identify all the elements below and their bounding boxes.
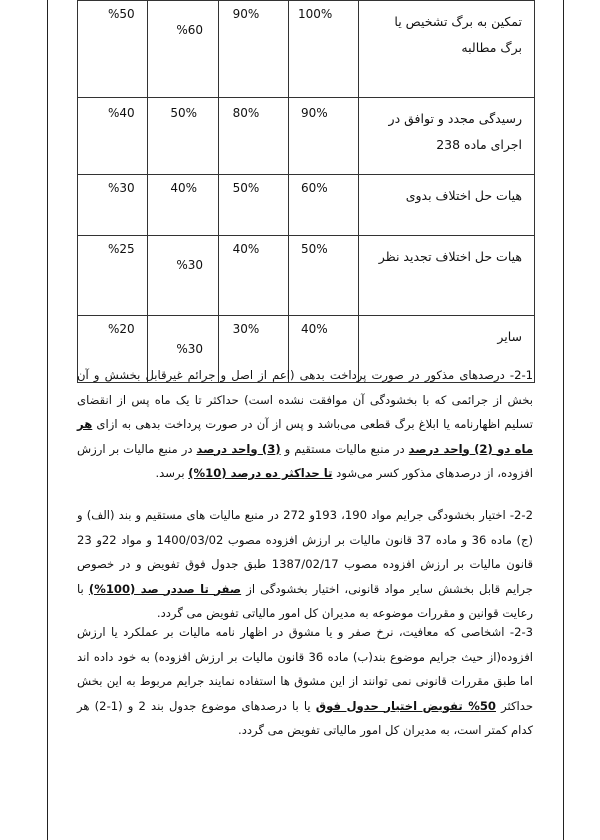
cell: 100% <box>288 1 358 98</box>
cell: 50% <box>148 98 218 175</box>
table-row <box>78 98 535 175</box>
cell: 40% <box>148 175 218 236</box>
row-label: تمکین به برگ تشخیص یا برگ مطالبه <box>359 1 535 98</box>
cell: 50% <box>288 236 358 316</box>
cell: %60 <box>148 1 218 98</box>
emphasis: تا حداکثر ده درصد (10%) <box>188 466 333 480</box>
cell: %30 <box>148 316 218 383</box>
row-label: سایر <box>359 316 535 383</box>
emphasis: (3) واحد درصد <box>196 441 281 456</box>
cell: 50% <box>218 175 288 236</box>
table-row <box>78 236 535 316</box>
cell: 80% <box>218 98 288 175</box>
section-2-3: 2-3- اشخاصی که معافیت، نرخ صفر و یا مشوق در اظهار نامه مالیات بر عملکرد یا ارزش افزوده(از حیث جرایم موضوع بند(ب) ماده 36 قانون مالیات بر ارزش افزوده) به خود داده اند اما طبق مقررات قانونی نمی توانند از این مشوق ها استفاده نمایند جرایم مربوط به این بخش حداکثر 50% تفویض اختیار جدول فوق یا با درصدهای موضوع جدول بند 2 و (1-2) هر کدام کمتر است، به مدیران کل امور مالیاتی تفویض می گردد. <box>77 625 534 737</box>
row-label: رسیدگی مجدد و توافق در اجرای ماده 238 <box>359 98 535 175</box>
rates-table <box>77 0 535 383</box>
section-number: 2-2- <box>509 508 533 522</box>
section-number: 2-3- <box>509 625 533 639</box>
cell: 90% <box>288 98 358 175</box>
cell: %40 <box>78 98 148 175</box>
cell: %20 <box>78 316 148 383</box>
emphasis: 50% تفویض اختیار جدول فوق <box>315 698 496 713</box>
cell: %50 <box>78 1 148 98</box>
section-2-1: 2-1- درصدهای مذکور در صورت پرداخت بدهی (اعم از اصل و جرائم غیرقابل بخشش و آن بخش از جرائمی که با بخشودگی آن موافقت نشده است) حداکثر تا یک ماه پس از انقضای تسلیم اظهارنامه یا ابلاغ برگ قطعی می‌باشد و پس از آن در صورت پرداخت بدهی به ازای هر ماه دو (2) واحد درصد در منبع مالیات مستقیم و (3) واحد درصد در منبع مالیات بر ارزش افزوده، از درصدهای مذکور کسر می‌شود تا حداکثر ده درصد (10%) برسد. <box>77 368 534 480</box>
cell: 40% <box>218 236 288 316</box>
cell: %25 <box>78 236 148 316</box>
table-row <box>78 175 535 236</box>
cell: %30 <box>148 236 218 316</box>
cell: 40% <box>288 316 358 383</box>
row-label: هیات حل اختلاف تجدید نظر <box>359 236 535 316</box>
section-number: 2-1- <box>509 368 533 382</box>
cell: %30 <box>78 175 148 236</box>
cell: 30% <box>218 316 288 383</box>
cell: 60% <box>288 175 358 236</box>
emphasis: هر ماه دو (2) واحد درصد <box>77 417 534 456</box>
table-row <box>78 1 535 98</box>
row-label: هیات حل اختلاف بدوی <box>359 175 535 236</box>
section-2-2: 2-2- اختیار بخشودگی جرایم مواد 190، 193و 272 در منبع مالیات های مستقیم و بند (الف) و (ج) ماده 36 و ماده 37 قانون مالیات بر ارزش افزوده مصوب 1400/03/02 و مواد 22و 23 قانون مالیات بر ارزش افزوده مصوب 1387/02/17 طبق جدول فوق تفویض و در خصوص جرایم قابل بخشش سایر مواد قانونی، اختیار بخشودگی از صفر تا صددر صد (100%) با رعایت قوانین و مقررات موضوعه به مدیران کل امور مالیاتی تفویض می گردد. <box>77 508 534 620</box>
emphasis: صفر تا صددر صد (100%) <box>88 581 242 596</box>
cell: 90% <box>218 1 288 98</box>
